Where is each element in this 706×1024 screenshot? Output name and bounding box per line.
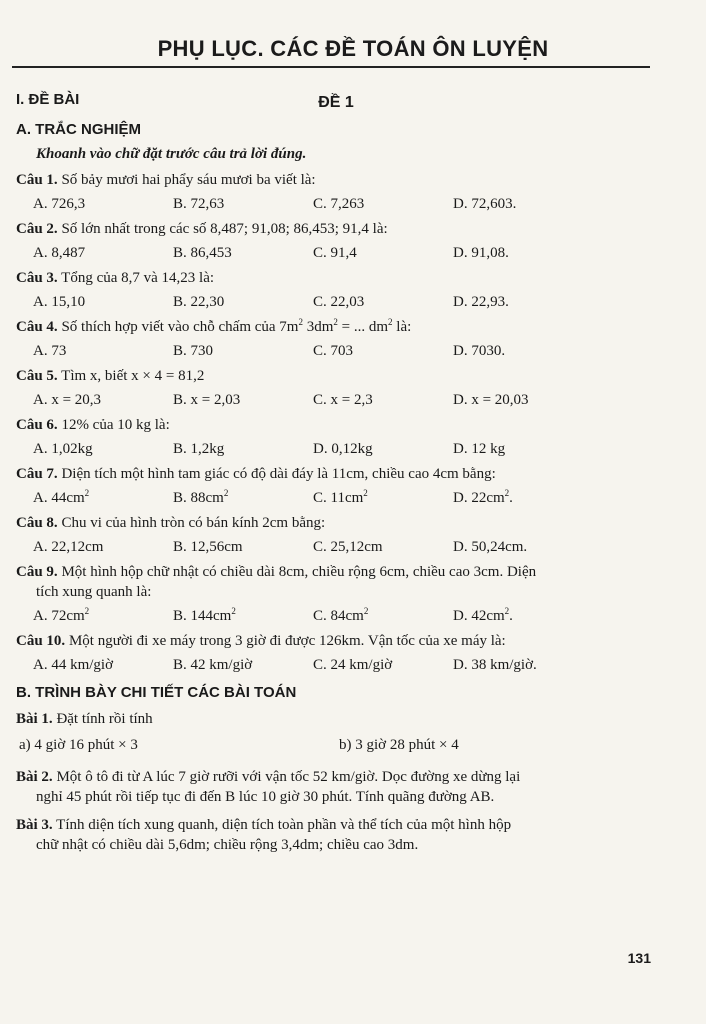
question-stem <box>16 366 656 386</box>
answer-option[interactable]: C. 703 <box>313 343 354 359</box>
option-text: D. 42cm <box>453 608 505 624</box>
answer-option[interactable]: A. 22,12cm <box>33 539 104 555</box>
option-text: C. 84cm <box>313 608 364 624</box>
answer-option[interactable]: D. 22,93. <box>453 294 509 310</box>
instruction: Khoanh vào chữ đặt trước câu trả lời đúng. <box>36 146 307 162</box>
problem-1 <box>16 709 656 755</box>
answer-option[interactable]: D. x = 20,03 <box>453 392 529 408</box>
answer-option[interactable]: B. 72,63 <box>173 196 225 212</box>
superscript: 2 <box>84 488 90 498</box>
question-number: Câu 4. <box>16 319 58 335</box>
superscript: 2 <box>504 606 510 616</box>
question-number: Câu 7. <box>16 466 58 482</box>
question-number: Câu 6. <box>16 417 58 433</box>
question-text: Chu vi của hình tròn có bán kính 2cm bằng: <box>61 515 326 531</box>
answer-options <box>16 606 656 626</box>
question-text: 3dm <box>302 319 334 335</box>
question-number: Câu 2. <box>16 221 58 237</box>
answer-option[interactable]: C. 24 km/giờ <box>313 657 393 673</box>
question-1 <box>16 170 656 214</box>
question-number: Câu 1. <box>16 172 58 188</box>
option-text: B. 88cm <box>173 490 224 506</box>
answer-options <box>16 341 656 361</box>
answer-options <box>16 390 656 410</box>
question-4 <box>16 317 656 361</box>
answer-option[interactable] <box>313 606 453 626</box>
problem-text-cont: chữ nhật có chiều dài 5,6dm; chiều rộng 3,4dm; chiều cao 3dm. <box>36 837 419 853</box>
section-header-row <box>16 90 656 116</box>
superscript: 2 <box>363 606 369 616</box>
option-text: D. 22cm <box>453 490 505 506</box>
answer-option[interactable] <box>33 606 173 626</box>
question-list <box>16 170 656 675</box>
section-heading: I. ĐỀ BÀI <box>16 91 80 108</box>
problem-text-cont: nghỉ 45 phút rồi tiếp tục đi đến B lúc 10 giờ 30 phút. Tính quãng đường AB. <box>36 789 495 805</box>
answer-options <box>16 655 656 675</box>
part-b-heading: B. TRÌNH BÀY CHI TIẾT CÁC BÀI TOÁN <box>16 684 297 701</box>
problem-subparts <box>16 735 656 755</box>
option-text: . <box>509 608 513 624</box>
answer-options <box>16 194 656 214</box>
page-content <box>16 90 656 855</box>
option-text: B. 144cm <box>173 608 232 624</box>
question-text: Một người đi xe máy trong 3 giờ đi được 126km. Vận tốc của xe máy là: <box>68 633 506 649</box>
answer-option[interactable]: D. 7030. <box>453 343 506 359</box>
subpart-b: b) 3 giờ 28 phút × 4 <box>339 737 459 753</box>
answer-option[interactable]: A. 73 <box>33 343 67 359</box>
answer-option[interactable]: C. 25,12cm <box>313 539 383 555</box>
question-2 <box>16 219 656 263</box>
question-stem <box>16 415 656 435</box>
superscript: 2 <box>298 317 303 327</box>
answer-option[interactable]: B. 12,56cm <box>173 539 243 555</box>
question-text: Số thích hợp viết vào chỗ chấm của 7m <box>61 319 299 335</box>
superscript: 2 <box>363 488 368 498</box>
option-text: A. 72cm <box>33 608 85 624</box>
superscript: 2 <box>84 606 90 616</box>
question-stem <box>16 317 656 337</box>
superscript: 2 <box>223 488 229 498</box>
answer-option[interactable]: B. 730 <box>173 343 214 359</box>
question-text: Một hình hộp chữ nhật có chiều dài 8cm, chiều rộng 6cm, chiều cao 3cm. Diện <box>61 564 537 580</box>
option-text: A. 44cm <box>33 490 85 506</box>
question-stem <box>16 513 656 533</box>
question-3 <box>16 268 656 312</box>
question-text: Số lớn nhất trong các số 8,487; 91,08; 86,453; 91,4 là: <box>61 221 388 237</box>
answer-option[interactable]: A. 15,10 <box>33 294 86 310</box>
option-text: C. 11cm <box>313 490 364 506</box>
answer-option[interactable]: B. 22,30 <box>173 294 225 310</box>
superscript: 2 <box>231 606 236 616</box>
question-7 <box>16 464 656 508</box>
problem-2 <box>16 767 656 807</box>
problem-number: Bài 3. <box>16 817 53 833</box>
superscript: 2 <box>388 317 393 327</box>
answer-option[interactable]: A. x = 20,3 <box>33 392 102 408</box>
answer-option[interactable]: C. x = 2,3 <box>313 392 373 408</box>
answer-option[interactable]: D. 38 km/giờ. <box>453 657 537 673</box>
question-stem <box>16 170 656 190</box>
question-10 <box>16 631 656 675</box>
answer-options <box>16 292 656 312</box>
question-text: = ... dm <box>337 319 389 335</box>
superscript: 2 <box>504 488 510 498</box>
problem-text: Tính diện tích xung quanh, diện tích toàn phần và thể tích của một hình hộp <box>56 817 512 833</box>
part-a-heading: A. TRẮC NGHIỆM <box>16 121 141 138</box>
answer-options <box>16 488 656 508</box>
answer-option[interactable] <box>173 488 313 508</box>
question-5 <box>16 366 656 410</box>
answer-option[interactable] <box>453 488 593 508</box>
superscript: 2 <box>333 317 338 327</box>
question-number: Câu 10. <box>16 633 66 649</box>
question-6 <box>16 415 656 459</box>
page-title: PHỤ LỤC. CÁC ĐỀ TOÁN ÔN LUYỆN <box>157 36 549 61</box>
answer-option[interactable] <box>173 606 313 626</box>
problem-text: Đặt tính rồi tính <box>56 711 153 727</box>
answer-option[interactable]: D. 0,12kg <box>313 441 373 457</box>
question-number: Câu 3. <box>16 270 58 286</box>
problem-text: Một ô tô đi từ A lúc 7 giờ rưỡi với vận tốc 52 km/giờ. Dọc đường xe dừng lại <box>56 769 521 785</box>
question-text: là: <box>392 319 412 335</box>
answer-option[interactable]: D. 72,603. <box>453 196 517 212</box>
question-text: Diện tích một hình tam giác có độ dài đáy là 11cm, chiều cao 4cm bằng: <box>61 466 496 482</box>
question-number: Câu 5. <box>16 368 58 384</box>
question-number: Câu 9. <box>16 564 58 580</box>
title-divider <box>12 66 650 68</box>
answer-options <box>16 243 656 263</box>
problem-number: Bài 2. <box>16 769 53 785</box>
answer-options <box>16 537 656 557</box>
question-stem <box>16 562 656 602</box>
question-text: 12% của 10 kg là: <box>61 417 170 433</box>
question-8 <box>16 513 656 557</box>
option-text: . <box>509 490 513 506</box>
answer-options <box>16 439 656 459</box>
question-text: Tổng của 8,7 và 14,23 là: <box>61 270 215 286</box>
answer-option[interactable]: D. 50,24cm. <box>453 539 528 555</box>
answer-option[interactable] <box>313 488 453 508</box>
answer-option[interactable]: B. 42 km/giờ <box>173 657 253 673</box>
answer-option[interactable]: B. 1,2kg <box>173 441 225 457</box>
question-text: Tìm x, biết x × 4 = 81,2 <box>61 368 205 384</box>
answer-option[interactable]: C. 91,4 <box>313 245 357 261</box>
answer-option[interactable] <box>33 488 173 508</box>
question-text: Số bảy mươi hai phẩy sáu mươi ba viết là: <box>61 172 316 188</box>
answer-option[interactable]: B. 86,453 <box>173 245 232 261</box>
question-stem <box>16 219 656 239</box>
question-number: Câu 8. <box>16 515 58 531</box>
answer-option[interactable]: A. 726,3 <box>33 196 86 212</box>
answer-option[interactable] <box>453 606 593 626</box>
question-text-cont: tích xung quanh là: <box>36 584 152 600</box>
answer-option[interactable]: D. 91,08. <box>453 245 509 261</box>
problem-number: Bài 1. <box>16 711 53 727</box>
answer-option[interactable]: A. 44 km/giờ <box>33 657 114 673</box>
page-number: 131 <box>627 950 651 966</box>
question-stem <box>16 464 656 484</box>
question-9 <box>16 562 656 626</box>
problem-3 <box>16 815 656 855</box>
answer-option[interactable]: C. 22,03 <box>313 294 365 310</box>
exam-title: ĐỀ 1 <box>318 94 354 111</box>
question-stem <box>16 631 656 651</box>
answer-option[interactable]: B. x = 2,03 <box>173 392 241 408</box>
question-stem <box>16 268 656 288</box>
answer-option[interactable]: C. 7,263 <box>313 196 365 212</box>
answer-option[interactable]: D. 12 kg <box>453 441 506 457</box>
subpart-a: a) 4 giờ 16 phút × 3 <box>19 737 138 753</box>
answer-option[interactable]: A. 1,02kg <box>33 441 93 457</box>
answer-option[interactable]: A. 8,487 <box>33 245 86 261</box>
